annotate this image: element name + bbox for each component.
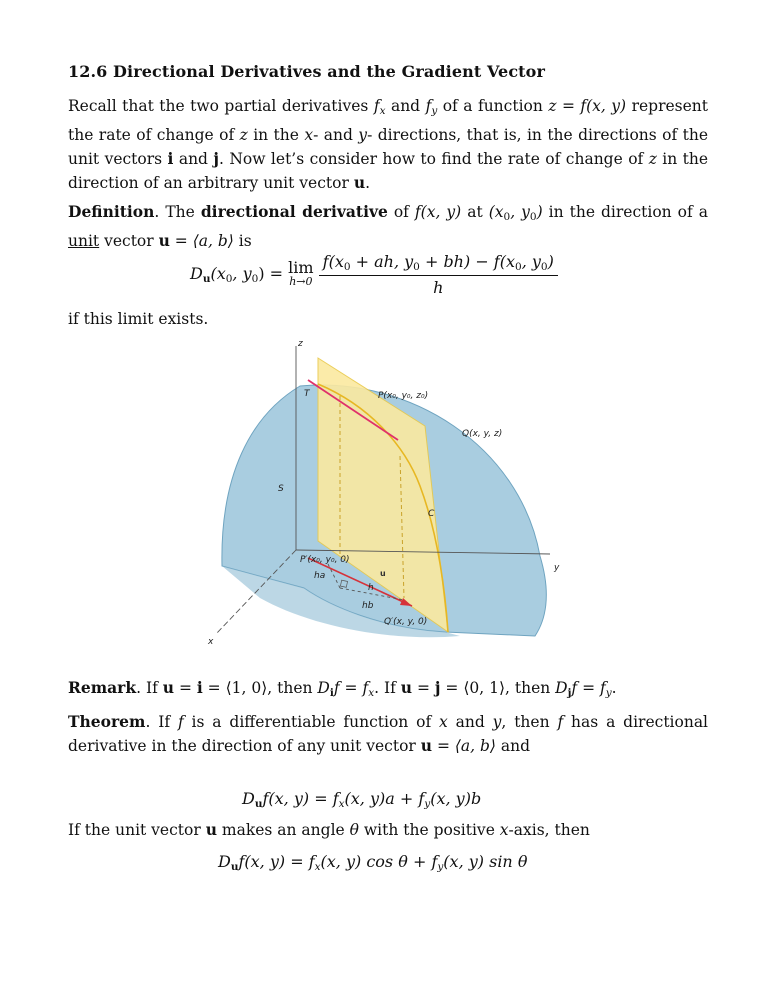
- math: D: [190, 264, 203, 283]
- math-sub: u: [230, 861, 239, 873]
- math: = ⟨1, 0⟩, then: [202, 679, 318, 697]
- math-sub: x: [379, 105, 386, 117]
- math-bold: i: [196, 678, 203, 697]
- theorem-equation-1: [242, 789, 481, 810]
- math: , y: [521, 252, 541, 271]
- text: and: [173, 150, 214, 168]
- text: and: [495, 737, 531, 755]
- math: f = f: [571, 679, 606, 697]
- math-sub: y: [424, 798, 431, 810]
- math-bold: u: [353, 173, 366, 192]
- math: x: [499, 821, 509, 839]
- math-bold: u: [158, 231, 170, 250]
- math: f(x, y) = f: [238, 852, 315, 871]
- text: -axis, then: [508, 821, 590, 839]
- math: f: [425, 97, 432, 115]
- text: of a function: [437, 97, 549, 115]
- label-hb: hb: [362, 601, 374, 611]
- text: . If: [136, 679, 163, 697]
- label-P-prime: P′(x₀, y₀, 0): [300, 555, 350, 565]
- math-sub: x: [368, 687, 375, 699]
- math: f = f: [333, 679, 369, 697]
- math-sub: x: [338, 798, 345, 810]
- math: + bh) − f(x: [419, 252, 515, 271]
- math: D: [242, 789, 255, 808]
- math: θ: [349, 821, 359, 839]
- label-u: u: [380, 569, 386, 578]
- text: . If: [374, 679, 401, 697]
- label-Q-prime: Q′(x, y, 0): [384, 617, 428, 627]
- math: (x: [488, 203, 504, 221]
- angle-paragraph: [68, 818, 708, 842]
- math: (x, y) sin θ: [443, 852, 528, 871]
- math-sub: 0: [343, 261, 351, 273]
- math: (x: [210, 264, 226, 283]
- math-sub: 0: [251, 273, 259, 285]
- math-sub: u: [202, 273, 211, 285]
- math: x: [439, 713, 448, 731]
- lim-text: lim: [288, 257, 314, 277]
- math-sub: y: [437, 861, 444, 873]
- label-y: y: [554, 563, 560, 573]
- text: . If: [145, 713, 178, 731]
- math-bold: u: [162, 678, 175, 697]
- remark-label: Remark: [68, 678, 137, 697]
- math-sub: y: [431, 105, 438, 117]
- math: (x, y)a + f: [344, 789, 425, 808]
- math: x: [304, 126, 314, 144]
- math: f(x, y) = f: [262, 789, 339, 808]
- text: represent the rate of change of: [68, 97, 708, 144]
- text: Recall that the two partial derivatives: [68, 97, 374, 115]
- math: ): [547, 252, 554, 271]
- intro-paragraph: [68, 94, 708, 195]
- label-x: x: [208, 637, 214, 647]
- directional-derivative-formula: [190, 252, 558, 297]
- text: if this limit exists.: [68, 310, 209, 328]
- math-bold: u: [205, 820, 217, 839]
- text: .: [611, 679, 617, 697]
- section-title: 12.6 Directional Derivatives and the Gradient Vector: [68, 62, 545, 81]
- math-sub: y: [605, 687, 612, 699]
- math: = ⟨a, b⟩: [169, 232, 234, 250]
- denominator: h: [433, 278, 444, 297]
- label-ha: ha: [314, 571, 326, 581]
- text: has a directional derivative in the direction of any unit vector: [68, 713, 709, 755]
- text: If the unit vector: [68, 821, 206, 839]
- math-bold: u: [420, 736, 433, 755]
- text: - and: [313, 126, 359, 144]
- math: = ⟨a, b⟩: [432, 737, 496, 755]
- text: , then: [501, 713, 558, 731]
- label-S: S: [278, 484, 284, 494]
- math: f(x: [322, 252, 344, 271]
- theorem-label: Theorem: [68, 712, 146, 731]
- remark-paragraph: [68, 676, 708, 705]
- math: = ⟨0, 1⟩, then: [440, 679, 556, 697]
- math-bold: j: [213, 149, 220, 168]
- fraction: [319, 252, 558, 297]
- text: in the direction of an arbitrary unit vector: [68, 150, 709, 192]
- text: in the: [247, 126, 305, 144]
- math-bold: u: [400, 678, 413, 697]
- math-sub: u: [254, 798, 263, 810]
- math-sub: 0: [225, 273, 233, 285]
- definition-term: directional derivative: [200, 202, 388, 221]
- math: f: [177, 713, 184, 731]
- limit-operator: [288, 257, 314, 289]
- math: (x, y)b: [430, 789, 482, 808]
- math-sub: x: [314, 861, 321, 873]
- text: and: [447, 713, 493, 731]
- text: and: [385, 97, 426, 115]
- math: + ah, y: [350, 252, 414, 271]
- text: . The: [154, 203, 201, 221]
- math: z = f(x, y): [548, 97, 627, 115]
- definition-label: Definition: [68, 202, 155, 221]
- numerator: [319, 252, 558, 276]
- math: z: [648, 150, 657, 168]
- definition-after: [68, 307, 708, 331]
- math-bold: j: [434, 678, 441, 697]
- math: f: [557, 713, 564, 731]
- text: vector: [99, 232, 159, 250]
- math-sub: 0: [540, 261, 548, 273]
- text: is a differentiable function of: [183, 713, 440, 731]
- math: y: [492, 713, 502, 731]
- math: , y: [510, 203, 530, 221]
- theorem-paragraph: [68, 710, 708, 758]
- theorem-equation-2: [218, 852, 527, 873]
- text: is: [233, 232, 252, 250]
- text: . Now let’s consider how to find the rate of change of: [219, 150, 649, 168]
- math: D: [218, 852, 231, 871]
- math: D: [317, 679, 330, 697]
- math: =: [174, 679, 197, 697]
- label-C: C: [428, 509, 435, 519]
- text: .: [365, 174, 371, 192]
- directional-derivative-figure: [200, 336, 570, 656]
- math: f(x, y): [414, 203, 462, 221]
- math-sub: 0: [503, 211, 511, 223]
- label-h: h: [368, 583, 374, 593]
- label-P: P(x₀, y₀, z₀): [378, 391, 429, 401]
- text: of: [387, 203, 415, 221]
- math: D: [555, 679, 568, 697]
- math: z: [239, 126, 248, 144]
- math: ) =: [258, 264, 289, 283]
- math: (x, y) cos θ + f: [320, 852, 438, 871]
- math-sub: 0: [529, 211, 537, 223]
- label-T: T: [304, 389, 310, 399]
- math: , y: [232, 264, 252, 283]
- text: in the direction of a: [542, 203, 708, 221]
- label-z: z: [298, 339, 303, 349]
- text: with the positive: [358, 821, 500, 839]
- math-sub: i: [329, 687, 334, 699]
- math: =: [412, 679, 435, 697]
- math: y: [358, 126, 368, 144]
- math-sub: 0: [413, 261, 420, 273]
- math: ): [536, 203, 543, 221]
- math-sub: 0: [515, 261, 522, 273]
- lim-under: h→0: [289, 274, 313, 288]
- definition-paragraph: [68, 200, 708, 253]
- math: f: [373, 97, 380, 115]
- text: makes an angle: [216, 821, 350, 839]
- text: - directions, that is, in the directions of the unit vectors: [68, 126, 708, 168]
- math-sub: j: [567, 687, 572, 699]
- math-bold: i: [167, 149, 174, 168]
- text: at: [461, 203, 489, 221]
- label-Q: Q(x, y, z): [462, 429, 503, 439]
- underlined-word: unit: [68, 232, 100, 250]
